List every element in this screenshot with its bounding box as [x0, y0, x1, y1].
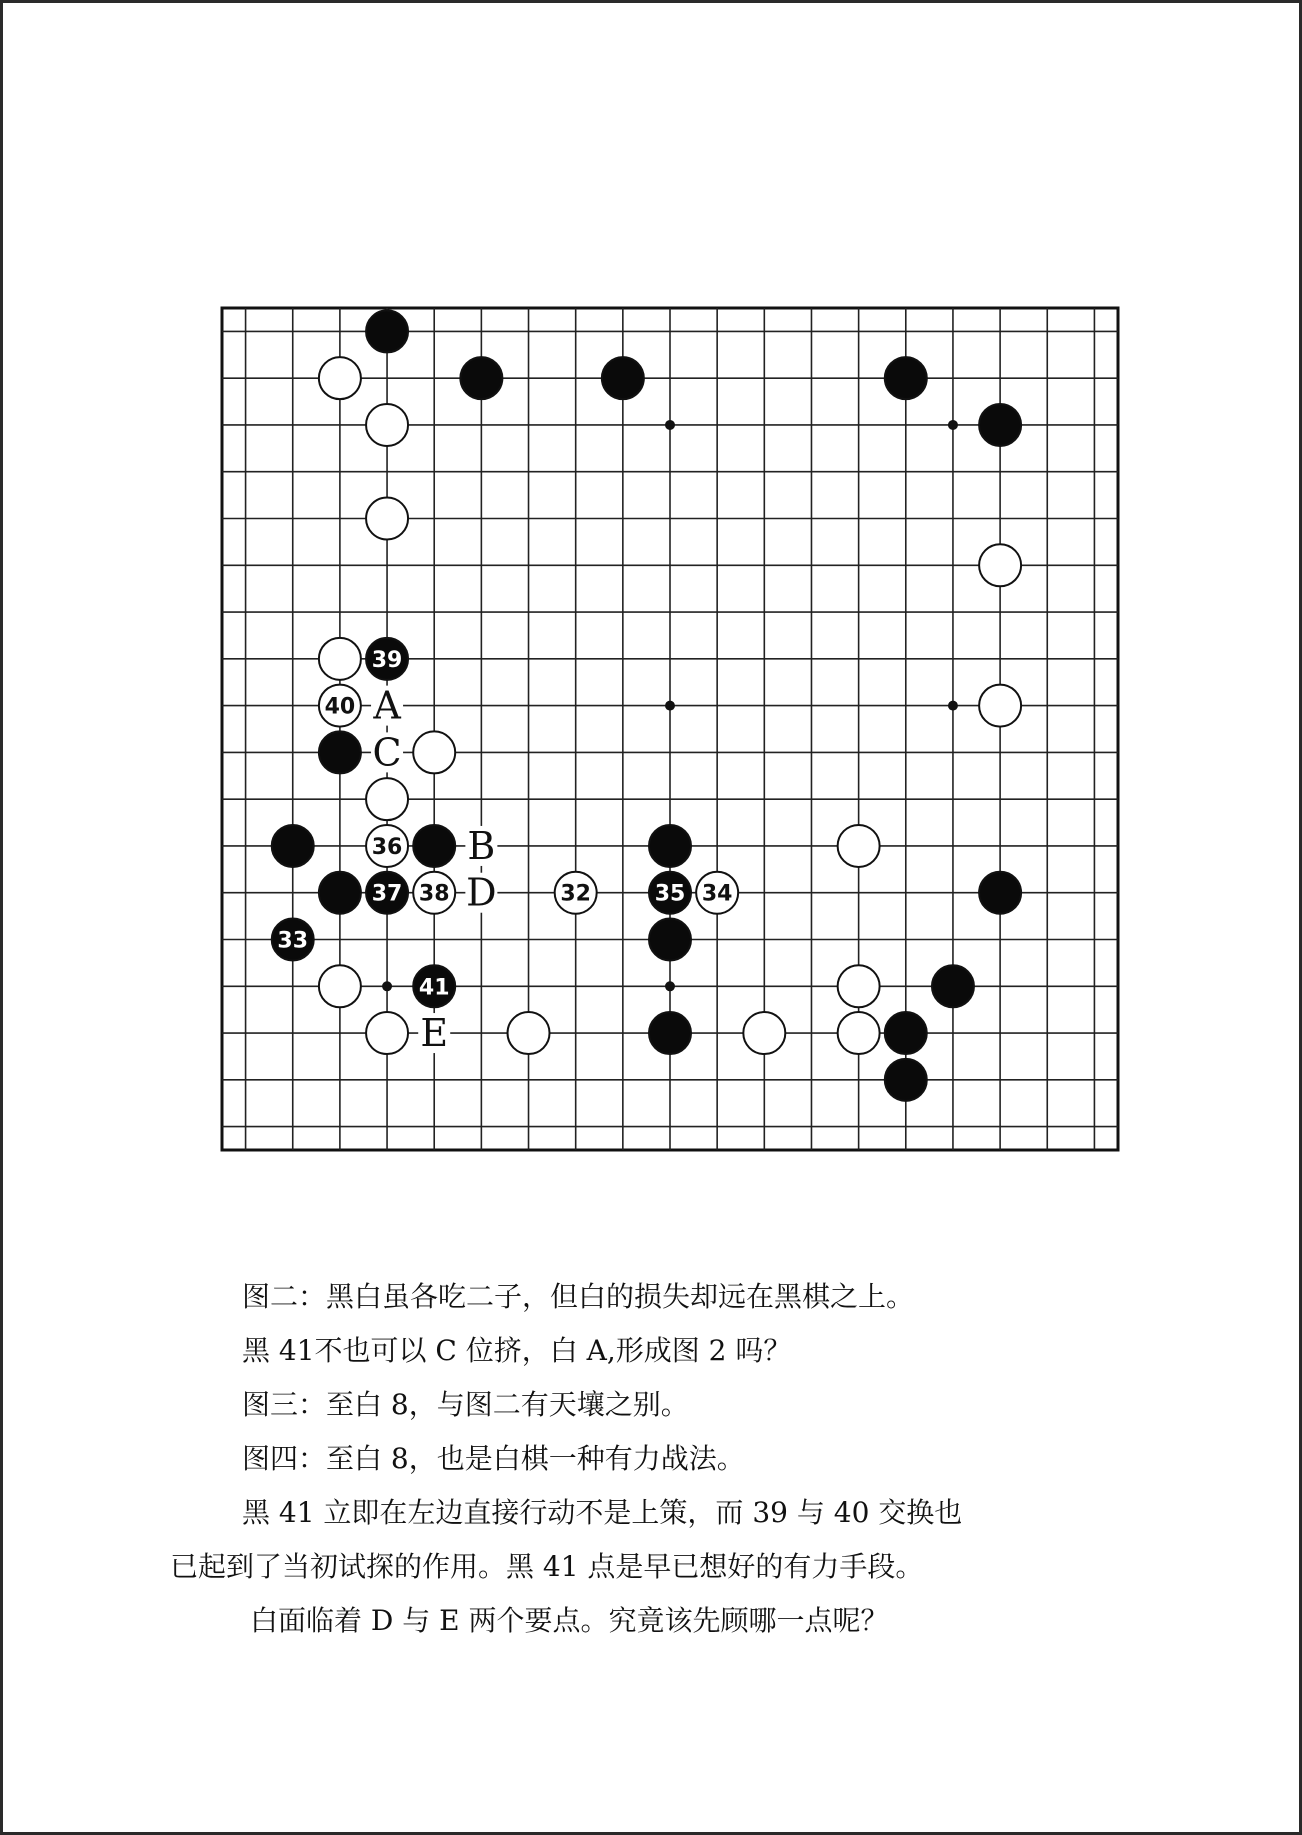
black-stone	[932, 965, 974, 1007]
black-stone	[649, 919, 691, 961]
stone-disc	[649, 1012, 691, 1054]
caption-text	[170, 1270, 1180, 1648]
white-stone	[508, 1012, 550, 1054]
stone-disc	[885, 357, 927, 399]
black-stone	[366, 638, 408, 680]
move-number-label: 35	[654, 881, 686, 907]
black-stone	[649, 825, 691, 867]
star-point	[665, 420, 675, 430]
move-number-label: 33	[277, 928, 309, 954]
stone-disc	[979, 404, 1021, 446]
stone-disc	[838, 1012, 880, 1054]
white-stone	[319, 638, 361, 680]
caption-line-4: 图四：至白 8，也是白棋一种有力战法。	[242, 1442, 745, 1475]
move-number-label: 40	[324, 694, 356, 720]
white-stone	[366, 778, 408, 820]
move-number-label: 36	[371, 834, 403, 860]
stone-disc	[319, 872, 361, 914]
move-number-label: 37	[371, 881, 403, 907]
white-stone	[413, 872, 455, 914]
stone-disc	[366, 498, 408, 540]
stone-disc	[932, 965, 974, 1007]
stone-disc	[366, 310, 408, 352]
black-stone	[319, 731, 361, 773]
caption-line-3: 图三：至白 8，与图二有天壤之别。	[242, 1388, 689, 1421]
stone-disc	[979, 685, 1021, 727]
black-stone	[649, 872, 691, 914]
stone-disc	[366, 778, 408, 820]
stone-disc	[885, 1012, 927, 1054]
stone-disc	[413, 731, 455, 773]
black-stone	[885, 1012, 927, 1054]
caption-line-5: 黑 41 立即在左边直接行动不是上策，而 39 与 40 交换也	[242, 1496, 963, 1529]
white-stone	[319, 357, 361, 399]
black-stone	[272, 919, 314, 961]
black-stone	[366, 872, 408, 914]
black-stone	[885, 1059, 927, 1101]
stone-disc	[508, 1012, 550, 1054]
star-point	[948, 701, 958, 711]
stone-disc	[366, 1012, 408, 1054]
black-stone	[460, 357, 502, 399]
black-stone	[979, 872, 1021, 914]
white-stone	[366, 1012, 408, 1054]
white-stone	[696, 872, 738, 914]
stone-disc	[743, 1012, 785, 1054]
stone-disc	[319, 731, 361, 773]
stone-disc	[319, 965, 361, 1007]
black-stone	[979, 404, 1021, 446]
white-stone	[413, 731, 455, 773]
black-stone	[649, 1012, 691, 1054]
point-letter-d: D	[466, 870, 497, 915]
white-stone	[979, 544, 1021, 586]
stone-disc	[979, 872, 1021, 914]
white-stone	[366, 498, 408, 540]
black-stone	[319, 872, 361, 914]
stone-disc	[319, 357, 361, 399]
point-letter-c: C	[372, 730, 402, 775]
star-point	[665, 981, 675, 991]
stone-disc	[838, 965, 880, 1007]
point-letter-a: A	[373, 683, 401, 728]
stone-disc	[885, 1059, 927, 1101]
black-stone	[602, 357, 644, 399]
white-stone	[838, 1012, 880, 1054]
point-letter-e: E	[420, 1011, 449, 1056]
white-stone	[319, 685, 361, 727]
white-stone	[979, 685, 1021, 727]
black-stone	[413, 965, 455, 1007]
black-stone	[885, 357, 927, 399]
stone-disc	[979, 544, 1021, 586]
star-point	[948, 420, 958, 430]
white-stone	[838, 825, 880, 867]
white-stone	[555, 872, 597, 914]
white-stone	[366, 825, 408, 867]
black-stone	[272, 825, 314, 867]
stone-disc	[272, 825, 314, 867]
white-stone	[838, 965, 880, 1007]
point-letter-b: B	[467, 823, 496, 868]
move-number-label: 41	[418, 975, 450, 1001]
move-number-label: 39	[371, 647, 403, 673]
star-point	[665, 701, 675, 711]
white-stone	[366, 404, 408, 446]
stone-disc	[649, 919, 691, 961]
white-stone	[743, 1012, 785, 1054]
stone-disc	[602, 357, 644, 399]
caption-line-7: 白面临着 D 与 E 两个要点。究竟该先顾哪一点呢？	[250, 1604, 889, 1637]
caption-line-6: 已起到了当初试探的作用。黑 41 点是早已想好的有力手段。	[170, 1550, 924, 1583]
stone-disc	[366, 404, 408, 446]
caption-line-2: 黑 41不也可以 C 位挤，白 A,形成图 2 吗？	[242, 1334, 792, 1367]
stone-disc	[649, 825, 691, 867]
star-point	[382, 981, 392, 991]
move-number-label: 32	[560, 881, 591, 907]
black-stone	[413, 825, 455, 867]
move-number-label: 34	[701, 881, 733, 907]
stone-disc	[413, 825, 455, 867]
move-number-label: 38	[418, 881, 450, 907]
stone-disc	[838, 825, 880, 867]
stone-disc	[319, 638, 361, 680]
stone-disc	[460, 357, 502, 399]
white-stone	[319, 965, 361, 1007]
black-stone	[366, 310, 408, 352]
caption-line-1: 图二：黑白虽各吃二子，但白的损失却远在黑棋之上。	[242, 1280, 915, 1313]
